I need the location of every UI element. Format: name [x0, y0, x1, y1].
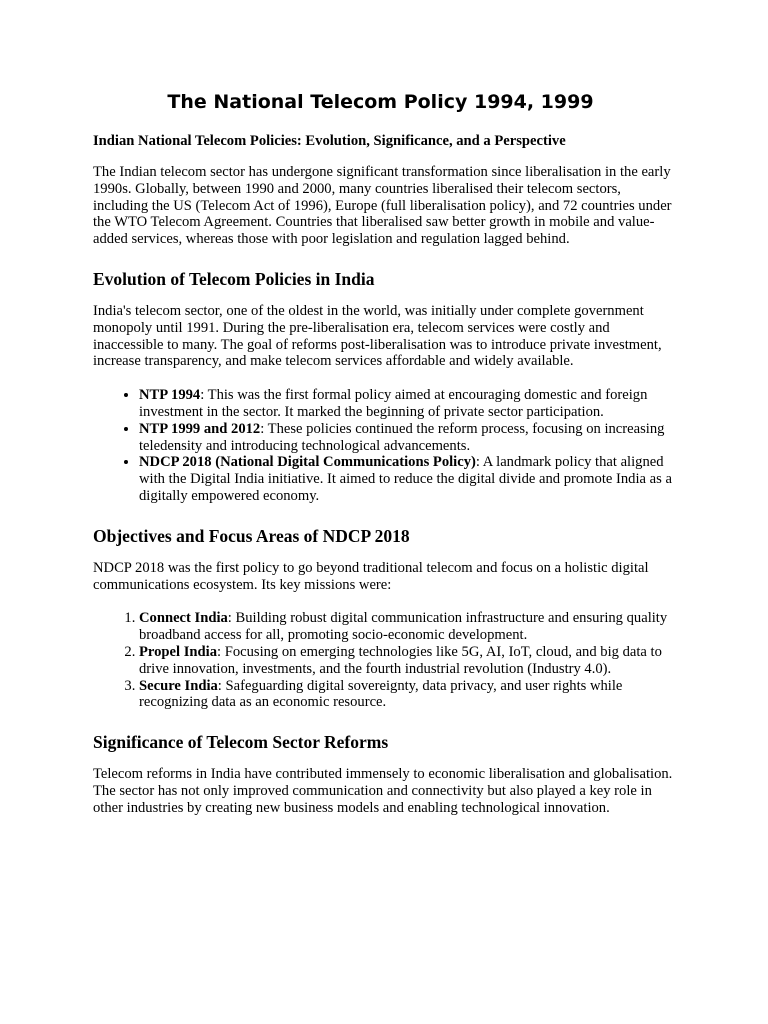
objectives-paragraph: NDCP 2018 was the first policy to go beyond traditional telecom and focus on a holistic digital communications ecosystem. Its key missions were:	[93, 559, 649, 593]
list-item-term: Secure India	[139, 677, 218, 694]
list-item-text: : Focusing on emerging technologies like 5G, AI, IoT, cloud, and big data to drive innovation, investments, and the fourth industrial revolution (Industry 4.0).	[139, 643, 662, 677]
significance-paragraph: Telecom reforms in India have contributed immensely to economic liberalisation and globalisation. The sector has not only improved communication and connectivity but also played a key role in other industries by creating new business models and enabling technological innovation.	[93, 766, 673, 816]
list-item	[139, 678, 678, 712]
list-item	[139, 454, 678, 504]
missions-list	[93, 610, 678, 711]
list-item-term: NTP 1994	[139, 387, 201, 404]
list-item-term: NDCP 2018 (National Digital Communications Policy)	[139, 454, 476, 471]
list-item	[139, 387, 678, 421]
list-item-text: : Safeguarding digital sovereignty, data privacy, and user rights while recognizing data as an economic resource.	[139, 677, 623, 711]
list-item	[139, 610, 678, 644]
document-title: The National Telecom Policy 1994, 1999	[167, 91, 594, 113]
section-heading-evolution: Evolution of Telecom Policies in India	[93, 268, 375, 289]
intro-paragraph: The Indian telecom sector has undergone significant transformation since liberalisation in the early 1990s. Globally, between 1990 and 2000, many countries liberalised their telecom sectors, including the US (Telecom Act of 1996), Europe (full liberalisation policy), and 72 countries under the WTO Telecom Agreement. Countries that liberalised saw better growth in mobile and value-added services, whereas those with poor legislation and regulation lagged behind.	[93, 164, 672, 248]
policy-list	[93, 387, 678, 505]
list-item-term: Connect India	[139, 610, 228, 627]
list-item-text: : A landmark policy that aligned with the Digital India initiative. It aimed to reduce the digital divide and promote India as a digitally empowered economy.	[139, 454, 672, 504]
evolution-paragraph: India's telecom sector, one of the oldest in the world, was initially under complete government monopoly until 1991. During the pre-liberalisation era, telecom services were costly and inaccessible to many. The goal of reforms post-liberalisation was to introduce private investment, increase transparency, and make telecom services affordable and widely available.	[93, 302, 662, 370]
list-item-term: NTP 1999 and 2012	[139, 420, 261, 437]
list-item-text: : This was the first formal policy aimed at encouraging domestic and foreign investment in the sector. It marked the beginning of private sector participation.	[139, 387, 648, 420]
list-item	[139, 421, 678, 455]
list-item-text: : These policies continued the reform process, focusing on increasing teledensity and introducing technological advancements.	[139, 420, 665, 454]
section-heading-significance: Significance of Telecom Sector Reforms	[93, 732, 389, 753]
list-item-text: : Building robust digital communication infrastructure and ensuring quality broadband access for all, promoting socio-economic development.	[139, 610, 668, 644]
section-heading-objectives: Objectives and Focus Areas of NDCP 2018	[93, 525, 410, 546]
list-item-term: Propel India	[139, 643, 217, 660]
document-subtitle: Indian National Telecom Policies: Evolution, Significance, and a Perspective	[93, 133, 566, 149]
list-item	[139, 644, 678, 678]
document-page	[93, 88, 678, 834]
